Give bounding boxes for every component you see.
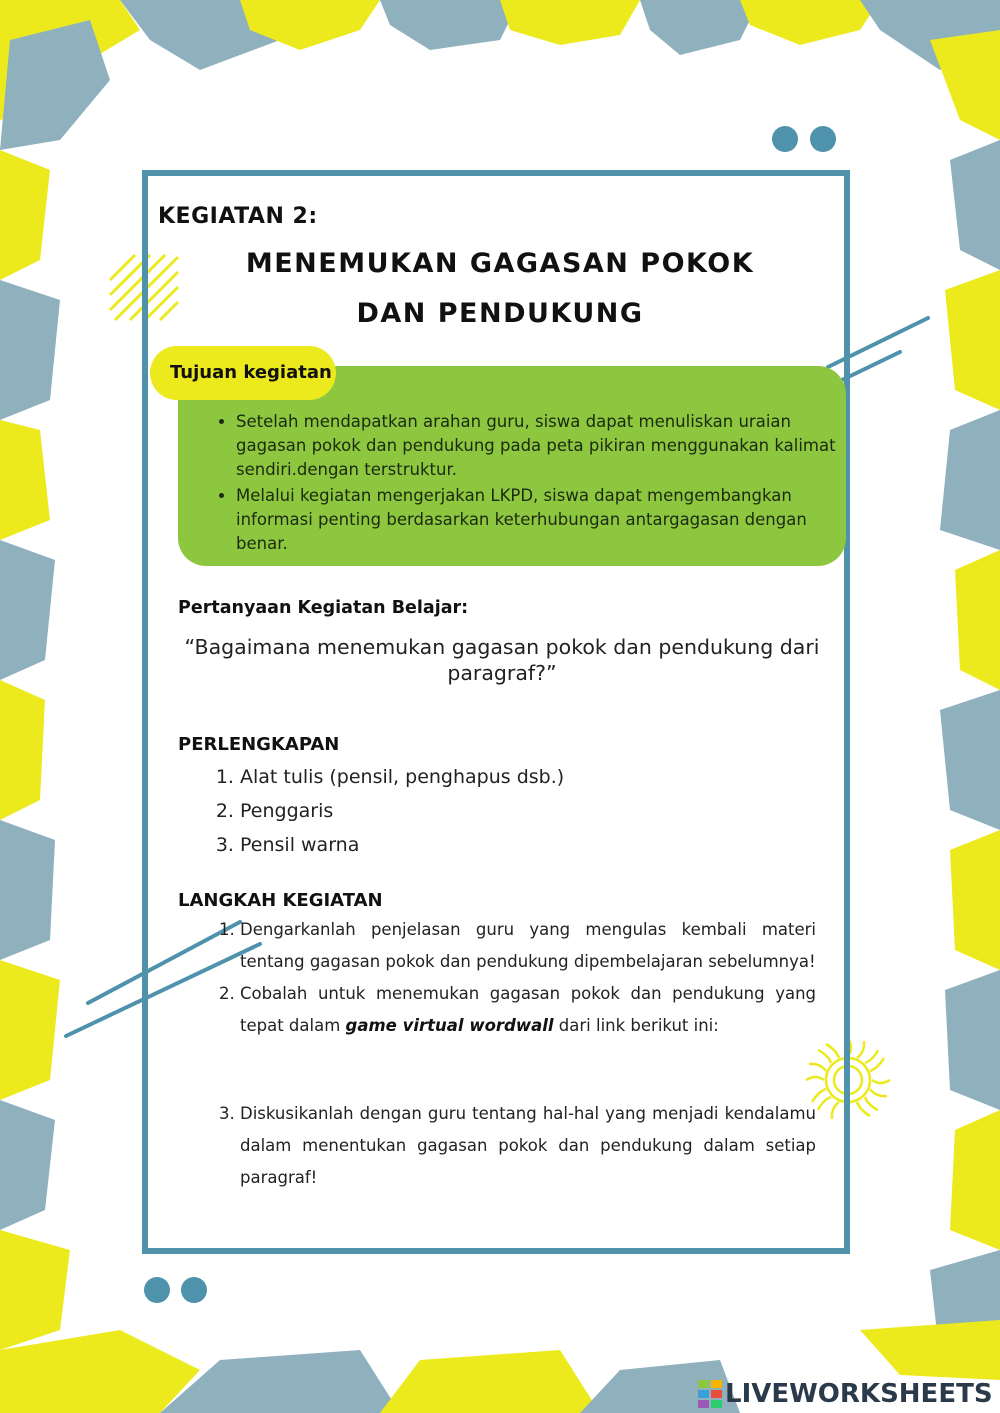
step-item [240,978,816,1042]
equipment-list [200,760,564,862]
step-item: 1. Dengarkanlah penjelasan guru yang mengulas kembali materi tentang gagasan pokok dan pendukung dipembelajaran sebelumnya! [240,914,816,978]
page-title-line1: MENEMUKAN GAGASAN POKOK [245,248,755,279]
liveworksheets-logo [698,1378,993,1410]
activity-number: KEGIATAN 2: [158,204,318,229]
question-text: “Bagaimana menemukan gagasan pokok dan pendukung dari paragraf?” [184,635,820,685]
goals-label: Tujuan kegiatan [170,362,332,383]
goal-item: • Setelah mendapatkan arahan guru, siswa dapat menuliskan uraian gagasan pokok dan pendukung pada peta pikiran menggunakan kalimat sendiri.dengan terstruktur. [236,410,846,482]
goal-item: • Melalui kegiatan mengerjakan LKPD, siswa dapat mengembangkan informasi penting berdasarkan keterhubungan antargagasan dengan benar. [236,484,846,556]
equipment-item: 1. Alat tulis (pensil, penghapus dsb.) [240,760,564,794]
goals-list [206,410,846,558]
equipment-heading: PERLENGKAPAN [178,734,340,755]
step2-text-before: Cobalah untuk menemukan gagasan pokok dan pendukung yang tepat dalam [240,984,816,1035]
liveworksheets-icon [698,1380,722,1408]
steps-list [200,914,816,1194]
step2-text-after: dari link berikut ini: [553,1016,719,1035]
liveworksheets-logo-text: LIVEWORKSHEETS [725,1379,993,1409]
step-item: 3. Diskusikanlah dengan guru tentang hal-hal yang menjadi kendalamu dalam menentukan gagasan pokok dan pendukung dalam setiap paragraf! [240,1098,816,1194]
steps-heading: LANGKAH KEGIATAN [178,890,383,911]
page-title-line2: DAN PENDUKUNG [356,298,644,329]
equipment-item: 3. Pensil warna [240,828,564,862]
equipment-item: 2. Penggaris [240,794,564,828]
question-heading: Pertanyaan Kegiatan Belajar: [178,598,469,618]
wordwall-game-label: game virtual wordwall [345,1016,554,1035]
